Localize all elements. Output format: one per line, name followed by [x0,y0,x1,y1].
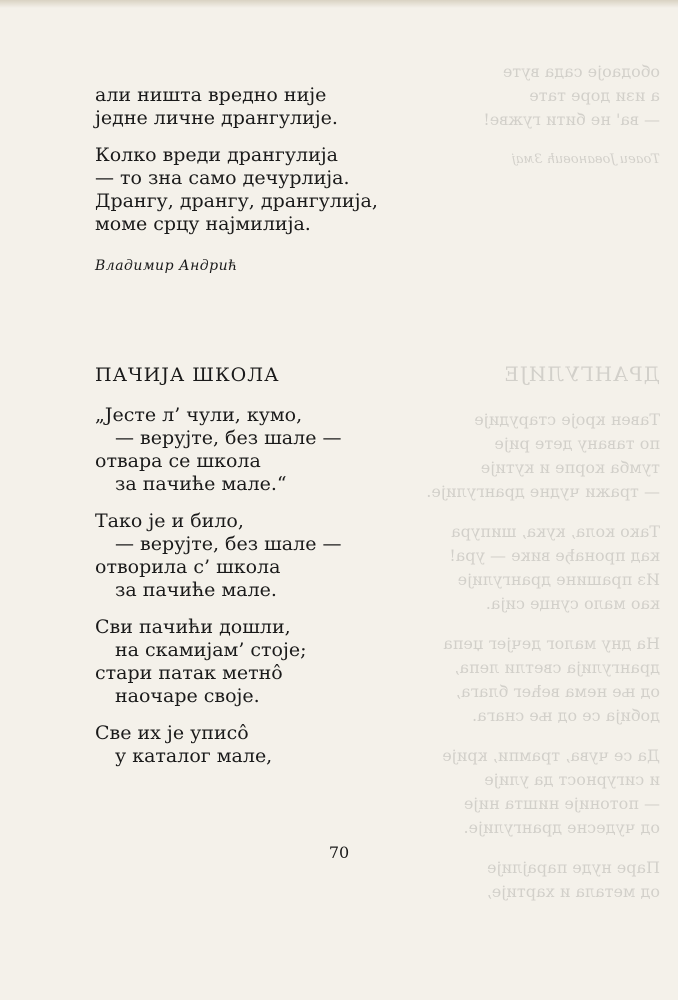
stanza [95,404,435,496]
verse-line: на скамијам’ стоје; [115,639,307,661]
page-content [95,84,435,782]
verse-line: за пачиће мале.“ [115,473,287,495]
stanza [95,510,435,602]
verse-line: за пачиће мале. [115,579,277,601]
verse-line: Дрангу, дрангу, дрангулија, [95,190,378,212]
verse-line: моме срцу најмилија. [95,213,311,235]
verse-line: — то зна само дечурлија. [95,167,350,189]
poem-author: Владимир Андрић [95,258,238,274]
stanza [95,616,435,708]
verse-line: али ништа вредно није [95,84,327,106]
verse-line: „Јесте л’ чули, кумо, [95,404,303,426]
verse-line: — верујте, без шале — [115,427,342,449]
stanza [95,144,435,236]
bleed-through-text: ободаоје сада вуте а изи доре тате — ва' не бити гужве! Тоаеи Јовановић Змај ДРАНГУЛИЈЕ Тавен кроје старудије по тавану дете рије тумба корпе и кутије — тражи чудне дрангулије. Тако кола, кука, шипура кад пронађе вике — ура! Из прашине дрангулије као мало сунце сија. На дну малог дечјег џепа дрангулија светли лепа, од ње нема већег блага, добија се од ње снага. Да се чува, трампи, крије и сигурност да улије — потоније ништа није од чудесне дрангулије. Паре нуде парајлије од метала и хартије, [426,62,660,901]
poem-ending [95,84,435,236]
verse-line: отворила с’ школа [95,556,281,578]
poem-title: ПАЧИЈА ШКОЛА [95,364,280,386]
page-number: 70 [328,843,350,862]
verse-line: Колко вреди дрангулија [95,144,339,166]
stanza [95,722,435,768]
verse-line: једне личне дрангулије. [95,107,338,129]
verse-line: Све их је уписô [95,722,249,744]
poem-body [95,404,435,768]
page-top-edge [0,0,678,8]
verse-line: наочаре своје. [115,685,260,707]
stanza [95,84,435,130]
verse-line: Тако је и било, [95,510,244,532]
verse-line: отвара се школа [95,450,261,472]
verse-line: — верујте, без шале — [115,533,342,555]
verse-line: Сви пачићи дошли, [95,616,291,638]
verse-line: у каталог мале, [115,745,273,767]
verse-line: стари патак метнô [95,662,283,684]
